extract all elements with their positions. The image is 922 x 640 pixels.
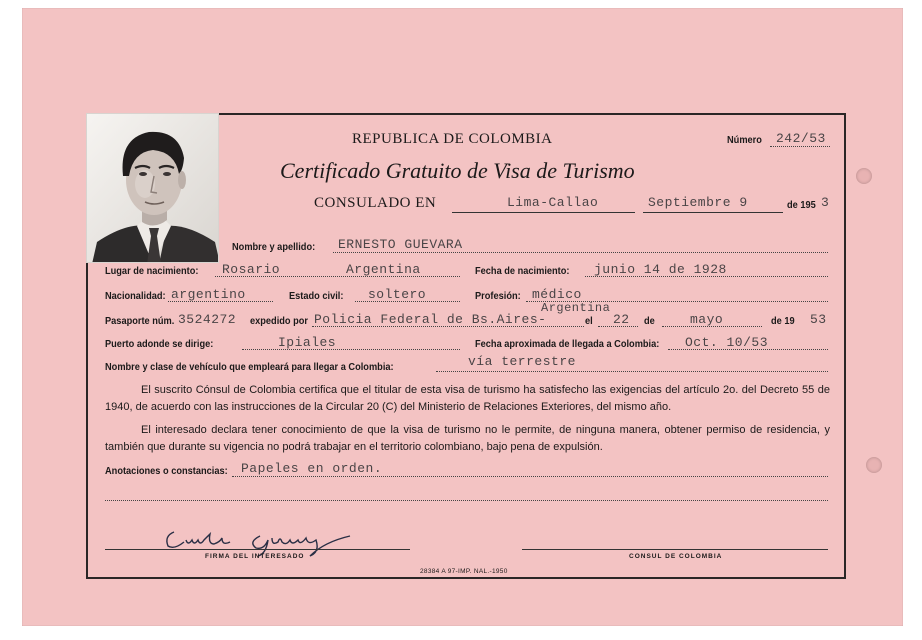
port-label: Puerto adonde se dirige: (105, 338, 214, 350)
name-value: ERNESTO GUEVARA (338, 237, 463, 252)
annotations-value: Papeles en orden. (241, 461, 383, 476)
issued-day: 22 (613, 312, 630, 327)
passport-label: Pasaporte núm. (105, 315, 175, 327)
vehicle-label: Nombre y clase de vehículo que empleará para llegar a Colombia: (105, 361, 394, 373)
issued-day-label: el (585, 315, 593, 327)
year-digit: 3 (821, 195, 830, 210)
applicant-declaration-text: El interesado declara tener conocimiento de que la visa de turismo no le permite, de ninguna manera, obtener permiso de residencia, y también que durante su vigencia no podrá trabajar en el territorio colombiano, bajo pena de expulsión. (105, 424, 830, 453)
print-code: 28384 A 97-IMP. NAL.-1950 (420, 568, 508, 575)
issued-month: mayo (690, 312, 724, 327)
consul-certification-text: El suscrito Cónsul de Colombia certifica que el titular de esta visa de turismo ha satisfecho las exigencias del artículo 2o. del Decreto 55 de 1940, de acuerdo con las instrucciones de la Circular 20 (C) del Ministerio de Relaciones Exteriores, del mismo año. (105, 384, 830, 413)
birthplace-country: Argentina (346, 262, 421, 277)
issued-year-label: de 19 (771, 315, 795, 327)
applicant-photo (86, 113, 219, 263)
issue-date: Septiembre 9 (648, 195, 748, 210)
issued-year: 53 (810, 312, 827, 327)
issued-by-value: Policia Federal de Bs.Aires- (314, 312, 547, 327)
number-label: Número (727, 134, 762, 146)
birthplace-city: Rosario (222, 262, 281, 277)
issued-by-label: expedido por (250, 315, 309, 327)
punch-hole-top (856, 168, 872, 184)
certificate-title: Certificado Gratuito de Visa de Turismo (280, 158, 635, 183)
civil-status-label: Estado civil: (289, 290, 344, 302)
passport-number: 3524272 (178, 312, 237, 327)
birthdate-label: Fecha de nacimiento: (475, 265, 570, 277)
birthplace-label: Lugar de nacimiento: (105, 265, 199, 277)
issued-by-extra: Argentina (541, 301, 611, 315)
nationality-label: Nacionalidad: (105, 290, 166, 302)
profession-value: médico (532, 287, 582, 302)
republic-heading: REPUBLICA DE COLOMBIA (352, 131, 553, 147)
punch-hole-bottom (866, 457, 882, 473)
name-label: Nombre y apellido: (232, 241, 316, 253)
issued-de-label: de (644, 315, 655, 327)
arrival-value: Oct. 10/53 (685, 335, 769, 350)
portrait-image (87, 114, 219, 263)
vehicle-value: vía terrestre (468, 354, 576, 369)
civil-status-value: soltero (368, 287, 427, 302)
consulate-city: Lima-Callao (507, 195, 599, 210)
port-value: Ipiales (278, 335, 337, 350)
consulate-label: CONSULADO EN (314, 195, 437, 211)
annotations-label: Anotaciones o constancias: (105, 465, 228, 477)
nationality-value: argentino (171, 287, 246, 302)
arrival-label: Fecha aproximada de llegada a Colombia: (475, 338, 660, 350)
birthdate-value: junio 14 de 1928 (594, 262, 727, 277)
consul-label: CONSUL DE COLOMBIA (629, 553, 723, 560)
year-label: de 195 (787, 199, 816, 211)
profession-label: Profesión: (475, 290, 521, 302)
certificate-number: 242/53 (776, 131, 826, 146)
signature-label: FIRMA DEL INTERESADO (205, 553, 305, 560)
